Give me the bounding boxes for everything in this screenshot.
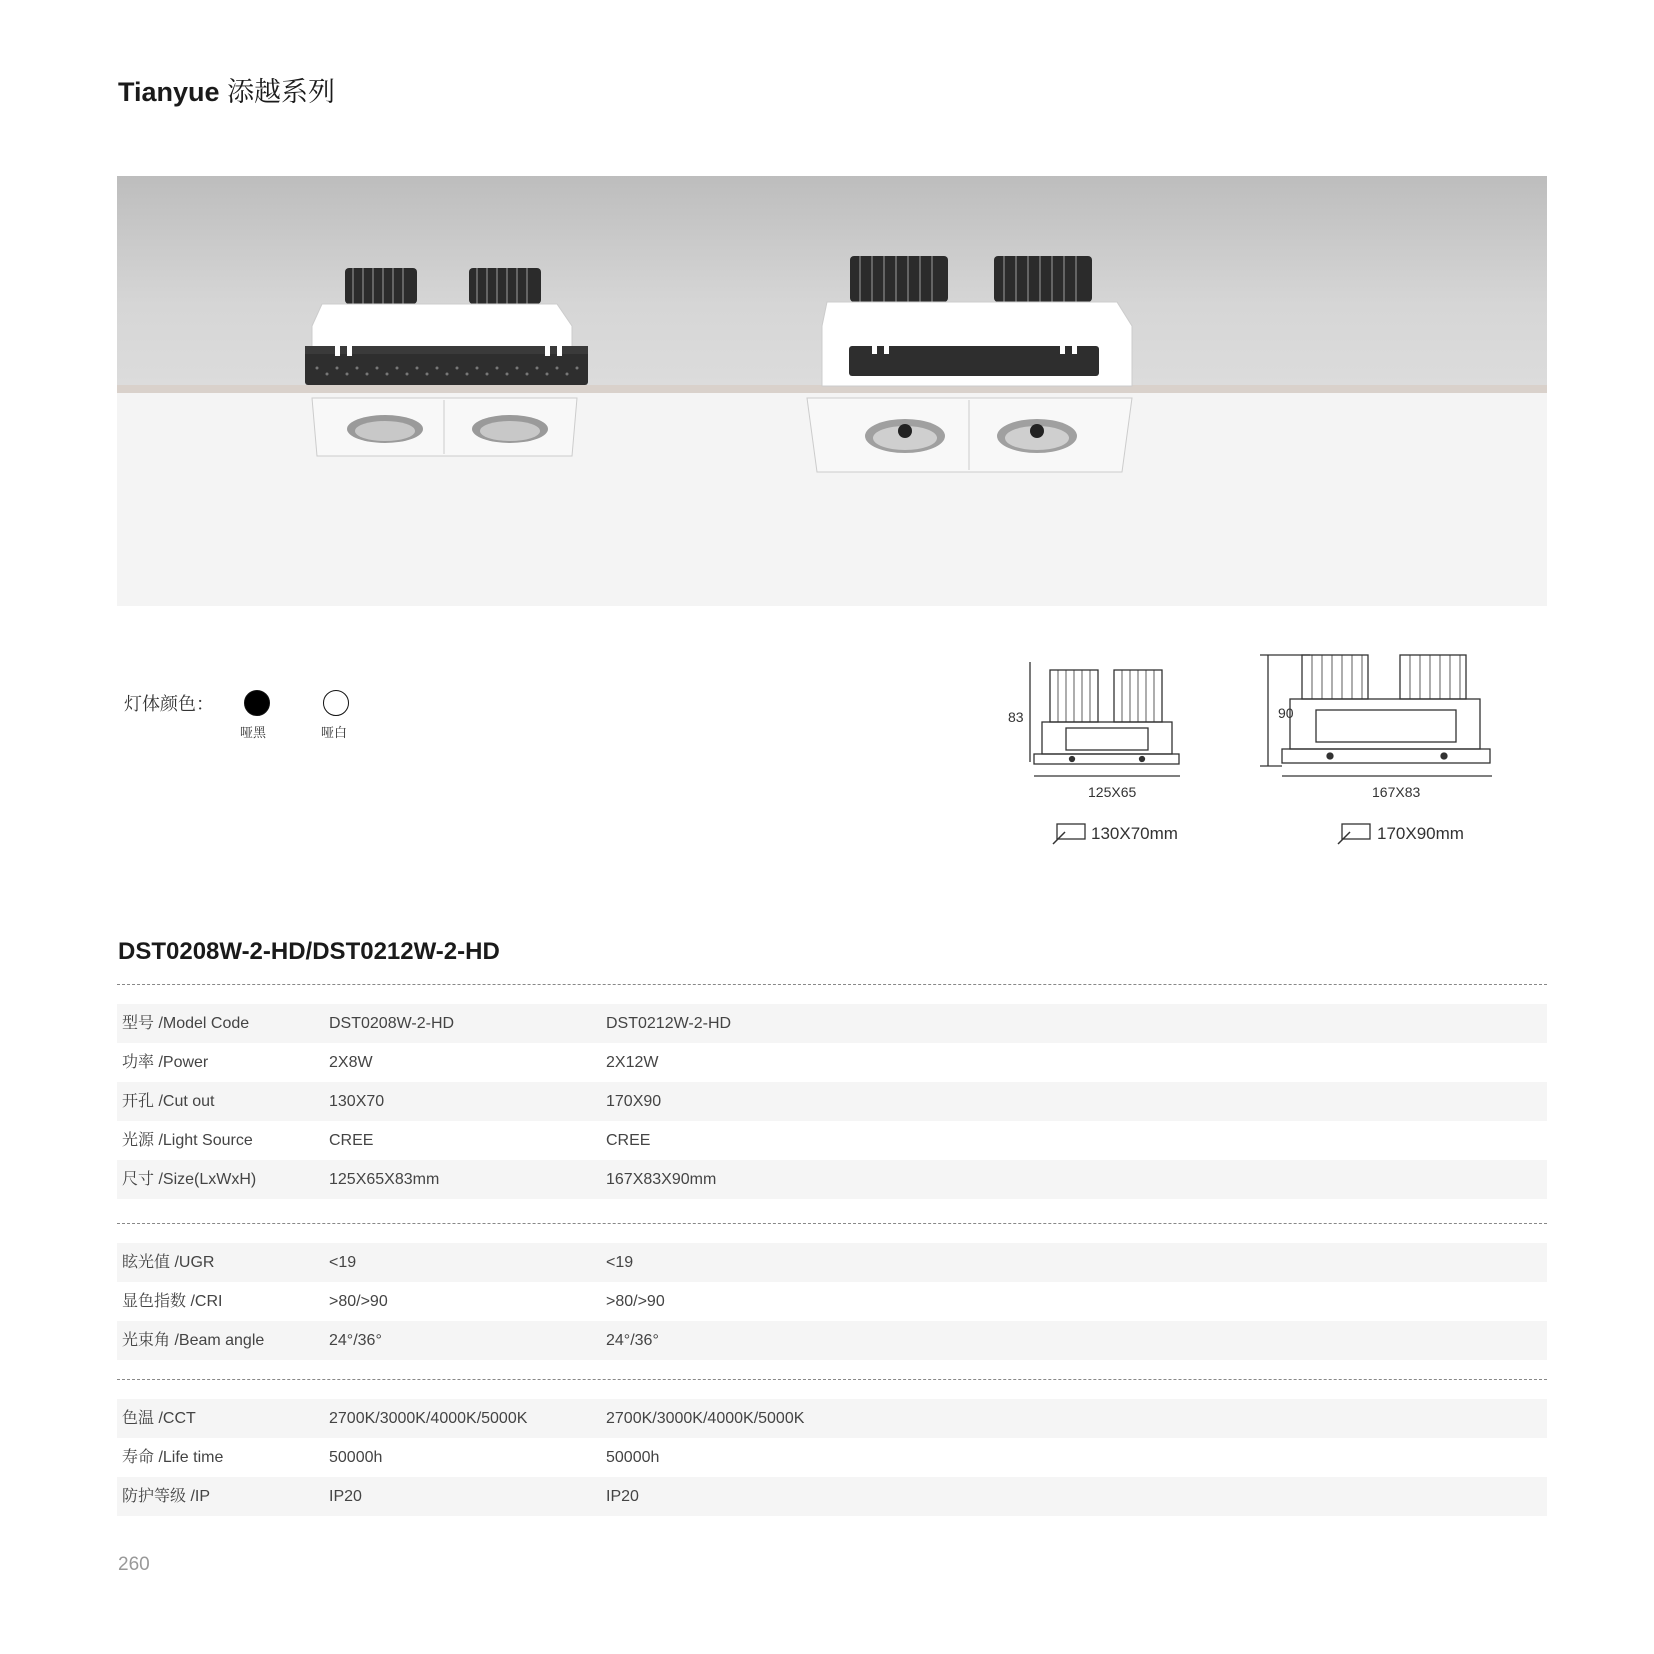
spec-value-a: CREE [329, 1132, 374, 1149]
series-title [118, 70, 335, 109]
spec-value-b: 170X90 [606, 1093, 662, 1110]
spec-label: 功率 /Power [122, 1054, 209, 1071]
drawing-2-footprint: 167X83 [1372, 784, 1421, 800]
spec-label: 开孔 /Cut out [122, 1093, 215, 1110]
divider [117, 984, 1547, 985]
divider [117, 1223, 1547, 1224]
spec-value-b: 50000h [606, 1449, 660, 1466]
finish-label: 灯体颜色： [124, 694, 214, 714]
product-hero-image [117, 176, 1547, 606]
spec-value-b: 167X83X90mm [606, 1171, 717, 1188]
finish-swatch-black [244, 690, 270, 716]
drawing-2-height: 90 [1278, 705, 1294, 721]
drawing-1-cutout: 130X70mm [1091, 824, 1178, 843]
fixture-small-illustration [305, 268, 588, 456]
finish-name-white: 哑白 [321, 725, 348, 740]
spec-row [117, 1321, 1547, 1360]
spec-group-optical [117, 1243, 1547, 1360]
model-heading: DST0208W-2-HD/DST0212W-2-HD [118, 938, 500, 965]
spec-value-a: >80/>90 [329, 1293, 388, 1310]
spec-row [117, 1082, 1547, 1121]
spec-value-a: <19 [329, 1254, 357, 1271]
drawing-1-footprint: 125X65 [1088, 784, 1137, 800]
spec-value-a: 50000h [329, 1449, 383, 1466]
spec-value-a: 130X70 [329, 1093, 385, 1110]
spec-row [117, 1282, 1547, 1321]
spec-value-a: 2700K/3000K/4000K/5000K [329, 1410, 528, 1427]
spec-row [117, 1399, 1547, 1438]
series-title-cn: 添越系列 [227, 77, 336, 107]
spec-row [117, 1043, 1547, 1082]
spec-label: 色温 /CCT [122, 1410, 196, 1427]
spec-value-b: 2700K/3000K/4000K/5000K [606, 1410, 805, 1427]
series-title-en: Tianyue [118, 77, 220, 107]
spec-value-b: CREE [606, 1132, 651, 1149]
spec-value-b: <19 [606, 1254, 634, 1271]
spec-value-a: IP20 [329, 1488, 362, 1505]
drawing-1-height: 83 [1008, 709, 1024, 725]
spec-label: 眩光值 /UGR [122, 1254, 215, 1271]
spec-value-a: DST0208W-2-HD [329, 1015, 455, 1032]
spec-label: 型号 /Model Code [122, 1015, 250, 1032]
spec-row [117, 1477, 1547, 1516]
fixture-large-illustration [807, 256, 1132, 472]
spec-row [117, 1121, 1547, 1160]
cutout-icon [1051, 820, 1087, 846]
spec-row [117, 1160, 1547, 1199]
spec-label: 防护等级 /IP [122, 1488, 211, 1505]
spec-label: 光束角 /Beam angle [122, 1332, 265, 1349]
spec-value-b: >80/>90 [606, 1293, 665, 1310]
spec-value-b: 24°/36° [606, 1332, 659, 1349]
cutout-icon [1336, 820, 1372, 846]
spec-row [117, 1004, 1547, 1043]
spec-value-b: IP20 [606, 1488, 639, 1505]
spec-value-b: 2X12W [606, 1054, 659, 1071]
spec-group-basic [117, 1004, 1547, 1199]
dimension-drawings [1000, 650, 1520, 810]
divider [117, 1379, 1547, 1380]
finish-name-black: 哑黑 [240, 725, 267, 740]
spec-value-b: DST0212W-2-HD [606, 1015, 732, 1032]
spec-label: 尺寸 /Size(LxWxH) [122, 1171, 257, 1188]
spec-label: 寿命 /Life time [122, 1449, 224, 1466]
spec-value-a: 2X8W [329, 1054, 373, 1071]
spec-row [117, 1243, 1547, 1282]
spec-value-a: 125X65X83mm [329, 1171, 440, 1188]
drawing-2-cutout: 170X90mm [1377, 824, 1464, 843]
spec-label: 显色指数 /CRI [122, 1293, 223, 1310]
spec-value-a: 24°/36° [329, 1332, 382, 1349]
spec-row [117, 1438, 1547, 1477]
spec-group-other [117, 1399, 1547, 1516]
finish-swatch-white [323, 690, 349, 716]
spec-label: 光源 /Light Source [122, 1132, 253, 1149]
page-number: 260 [118, 1554, 150, 1575]
